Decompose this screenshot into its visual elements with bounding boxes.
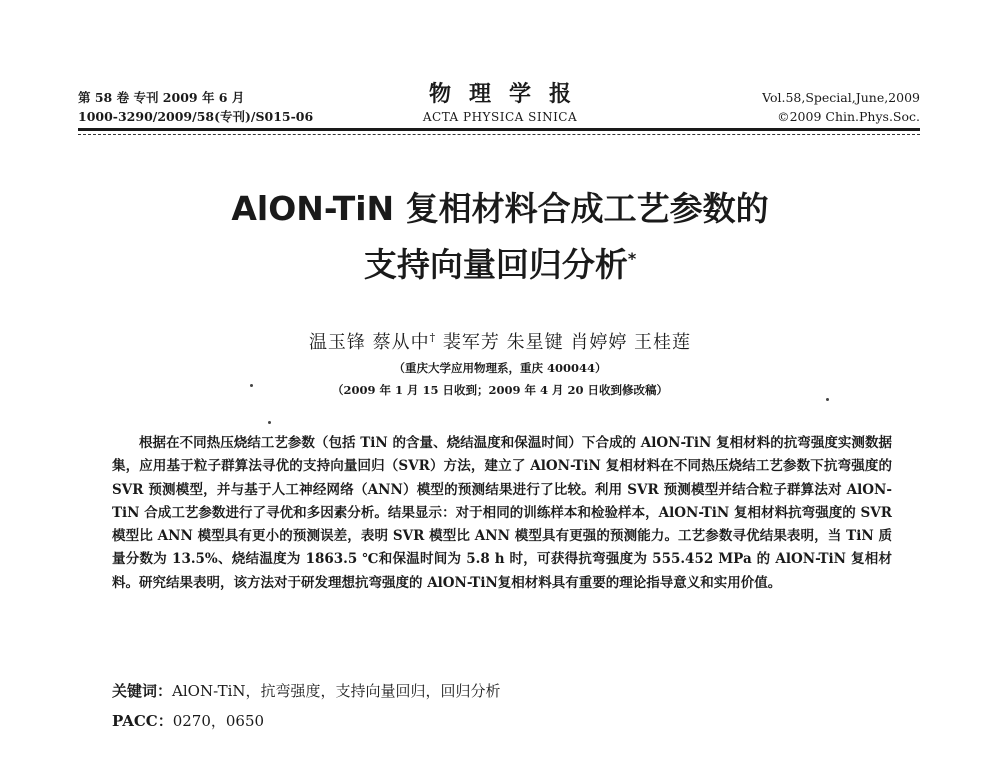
title-line-1: AlON-TiN 复相材料合成工艺参数的 xyxy=(231,189,769,228)
pacc-codes xyxy=(112,710,892,731)
header-rule-thick xyxy=(78,128,920,131)
abstract: 根据在不同热压烧结工艺参数（包括 TiN 的含量、烧结温度和保温时间）下合成的 AlON-TiN 复相材料的抗弯强度实测数据集，应用基于粒子群算法寻优的支持向量回归（SVR）方法，建立了 AlON-TiN 复相材料在不同热压烧结工艺参数下抗弯强度的 SVR 预测模型，并与基于人工神经网络（ANN）模型的预测结果进行了比较。利用 SVR 预测模型并结合粒子群算法对 AlON-TiN 合成工艺参数进行了寻优和多因素分析。结果显示：对于相同的训练样本和检验样本，AlON-TiN 复相材料抗弯强度的 SVR 模型比 ANN 模型具有更小的预测误差，表明 SVR 模型比 ANN 模型具有更强的预测能力。工艺参数寻优结果表明，当 TiN 质量分数为 13.5%、烧结温度为 1863.5 ℃和保温时间为 5.8 h 时，可获得抗弯强度为 555.452 MPa 的 AlON-TiN 复相材料。研究结果表明，该方法对于研发理想抗弯强度的 AlON-TiN复相材料具有重要的理论指导意义和实用价值。 xyxy=(112,435,892,591)
journal-name-cn: 物理学报 xyxy=(428,81,589,107)
keywords-text: AlON-TiN，抗弯强度，支持向量回归，回归分析 xyxy=(172,682,501,700)
author-names-rest: 裴军芳 朱星键 肖婷婷 王桂莲 xyxy=(436,332,692,353)
title-line-2: 支持向量回归分析* xyxy=(363,245,637,284)
journal-masthead xyxy=(400,80,600,124)
affiliation: （重庆大学应用物理系，重庆 400044） xyxy=(393,361,607,375)
journal-name-en: ACTA PHYSICA SINICA xyxy=(422,110,578,124)
pacc-text: 0270，0650 xyxy=(172,712,265,730)
copyright-info: ©2009 Chin.Phys.Soc. xyxy=(777,109,920,124)
pacc-label: PACC： xyxy=(112,712,173,730)
keywords xyxy=(112,680,892,701)
scan-speck xyxy=(250,384,253,387)
header-right xyxy=(762,88,920,126)
paper-title xyxy=(100,184,900,290)
header-left xyxy=(78,88,313,126)
volume-info-en: Vol.58,Special,June,2009 xyxy=(762,90,920,105)
header-rule-thin xyxy=(78,134,920,135)
volume-info: 第 58 卷 专刊 2009 年 6 月 xyxy=(78,90,245,105)
keywords-label: 关键词： xyxy=(112,682,173,700)
scan-speck xyxy=(268,421,271,424)
title-footnote-mark: * xyxy=(627,249,637,268)
scan-speck xyxy=(826,398,829,401)
received-dates: （2009 年 1 月 15 日收到；2009 年 4 月 20 日收到修改稿） xyxy=(331,383,669,397)
author-list xyxy=(200,328,800,354)
author-names: 温玉锋 蔡从中 xyxy=(308,332,430,353)
issn-info: 1000-3290/2009/58(专刊)/S015-06 xyxy=(78,109,314,124)
corresponding-author-mark: † xyxy=(429,331,437,344)
